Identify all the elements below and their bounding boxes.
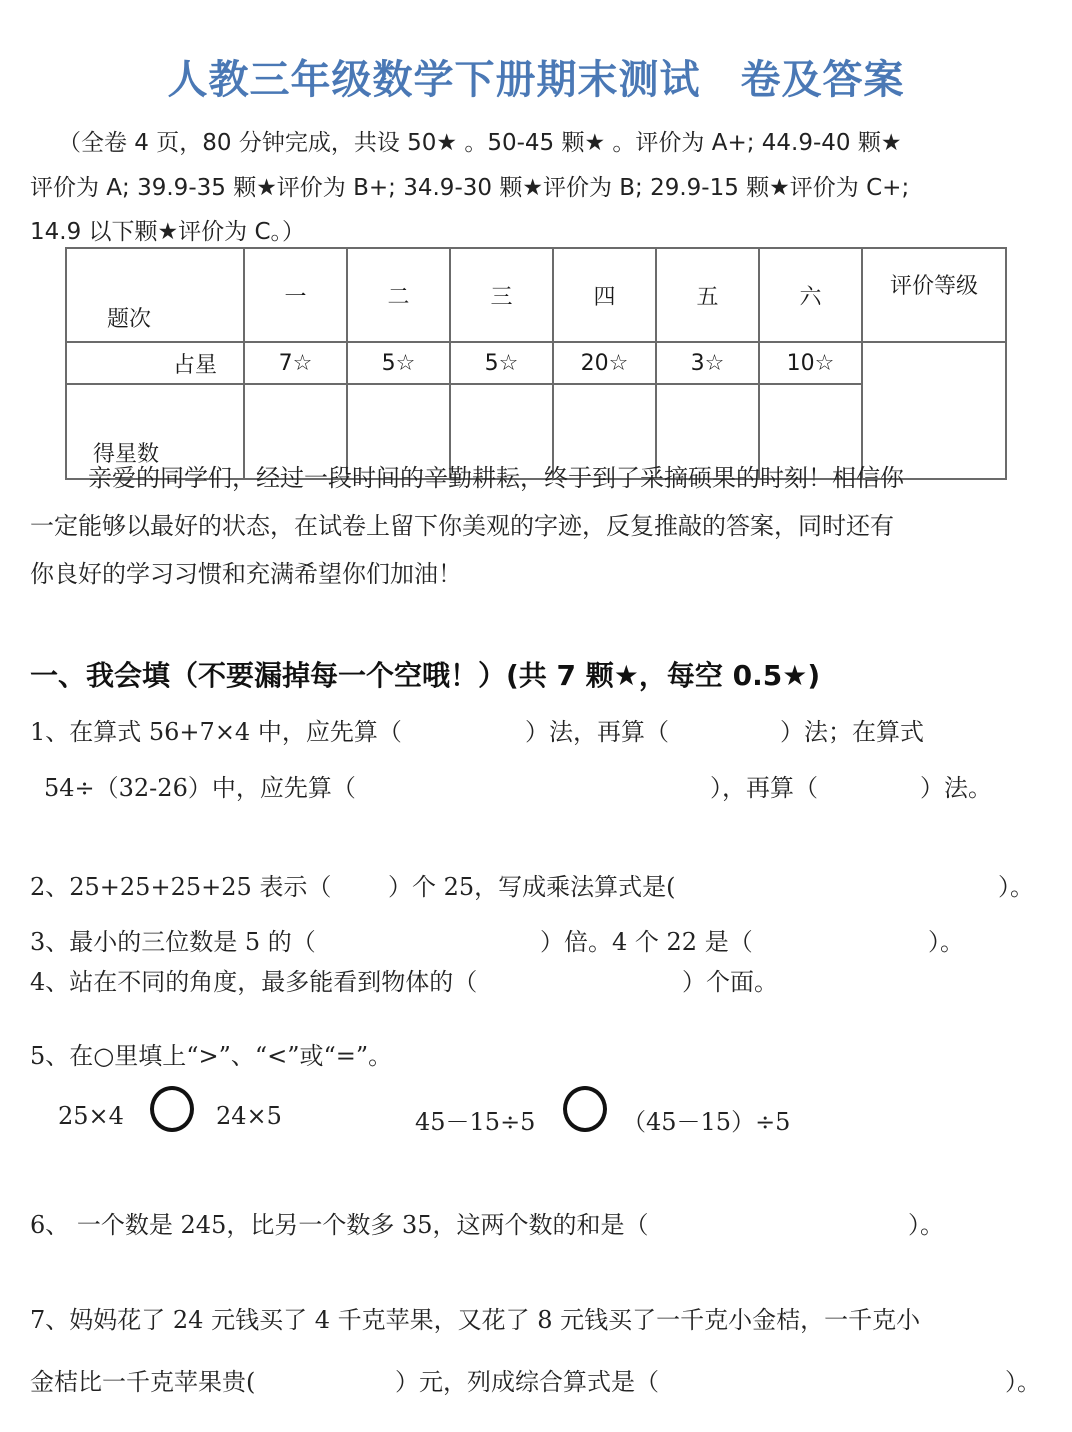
compare-circle-1[interactable] [150, 1086, 194, 1132]
q1-text-b: ）法，再算（ [525, 718, 669, 746]
greeting-line-1: 亲爱的同学们，经过一段时间的辛勤耕耘，终于到了采摘硕果的时刻！相信你 [88, 464, 904, 492]
q5-prompt: 5、在○里填上“>”、“<”或“=”。 [30, 1042, 393, 1070]
q3-text-b: ）倍。4 个 22 是（ [540, 928, 753, 956]
q2-text-c: ）。 [998, 873, 1034, 901]
q2-text-a: 2、25+25+25+25 表示（ [30, 873, 332, 901]
q5-compare-1-right: 24×5 [216, 1102, 282, 1130]
q5-compare-2-left: 45－15÷5 [415, 1108, 536, 1136]
q1-text-c: ）法；在算式 [780, 718, 924, 746]
column-header: 三 [450, 248, 553, 342]
q6-text-b: ）。 [908, 1211, 944, 1239]
q5-compare-2-right: （45－15）÷5 [622, 1108, 791, 1136]
star-value: 7☆ [244, 342, 347, 384]
score-table [65, 247, 1007, 480]
document-title [0, 48, 1072, 105]
q7-text-a: 金桔比一千克苹果贵( [30, 1368, 256, 1396]
q4-text-b: ）个面。 [682, 968, 778, 996]
star-value: 20☆ [553, 342, 656, 384]
q1-text-a: 1、在算式 56+7×4 中，应先算（ [30, 718, 402, 746]
column-header: 一 [244, 248, 347, 342]
q2-text-b: ）个 25，写成乘法算式是( [388, 873, 676, 901]
intro-line-1: （全卷 4 页，80 分钟完成，共设 50★ 。50-45 颗★ 。评价为 A+; 44.9-40 颗★ [58, 130, 902, 156]
row-header-earned: 得星数 [66, 384, 244, 479]
intro-line-3: 14.9 以下颗★评价为 C。） [30, 219, 306, 245]
q1-text-f: ）法。 [920, 774, 992, 802]
q5-compare-1-left: 25×4 [58, 1102, 124, 1130]
star-value: 5☆ [450, 342, 553, 384]
q7-text-b: ）元，列成综合算式是（ [395, 1368, 659, 1396]
star-value: 5☆ [347, 342, 450, 384]
greeting-line-2: 一定能够以最好的状态，在试卷上留下你美观的字迹，反复推敲的答案，同时还有 [30, 512, 894, 540]
q7-line-1: 7、妈妈花了 24 元钱买了 4 千克苹果，又花了 8 元钱买了一千克小金桔，一千克小 [30, 1306, 921, 1334]
column-header: 四 [553, 248, 656, 342]
q3-text-c: ）。 [928, 928, 964, 956]
q7-text-c: ）。 [1005, 1368, 1041, 1396]
column-header: 六 [759, 248, 862, 342]
greeting-line-3: 你良好的学习习惯和充满希望你们加油！ [30, 560, 462, 588]
column-header: 二 [347, 248, 450, 342]
q6-text-a: 6、 一个数是 245，比另一个数多 35，这两个数的和是（ [30, 1211, 649, 1239]
title-suffix: 卷及答案 [740, 57, 905, 103]
q1-text-d: 54÷（32-26）中，应先算（ [44, 774, 356, 802]
q4-text-a: 4、站在不同的角度，最多能看到物体的（ [30, 968, 478, 996]
section-1-heading: 一、我会填（不要漏掉每一个空哦！）(共 7 颗★，每空 0.5★) [30, 659, 821, 692]
star-value: 3☆ [656, 342, 759, 384]
q3-text-a: 3、最小的三位数是 5 的（ [30, 928, 316, 956]
compare-circle-2[interactable] [563, 1086, 607, 1132]
row-header-stars: 占星 [66, 342, 244, 384]
q1-text-e: ），再算（ [710, 774, 818, 802]
intro-line-2: 评价为 A; 39.9-35 颗★评价为 B+; 34.9-30 颗★评价为 B; 29.9-15 颗★评价为 C+; [30, 175, 910, 201]
row-header-question: 题次 [66, 248, 244, 342]
column-header: 五 [656, 248, 759, 342]
title-main: 人教三年级数学下册期末测试 [167, 57, 701, 103]
grade-header: 评价等级 [862, 248, 1006, 342]
star-value: 10☆ [759, 342, 862, 384]
